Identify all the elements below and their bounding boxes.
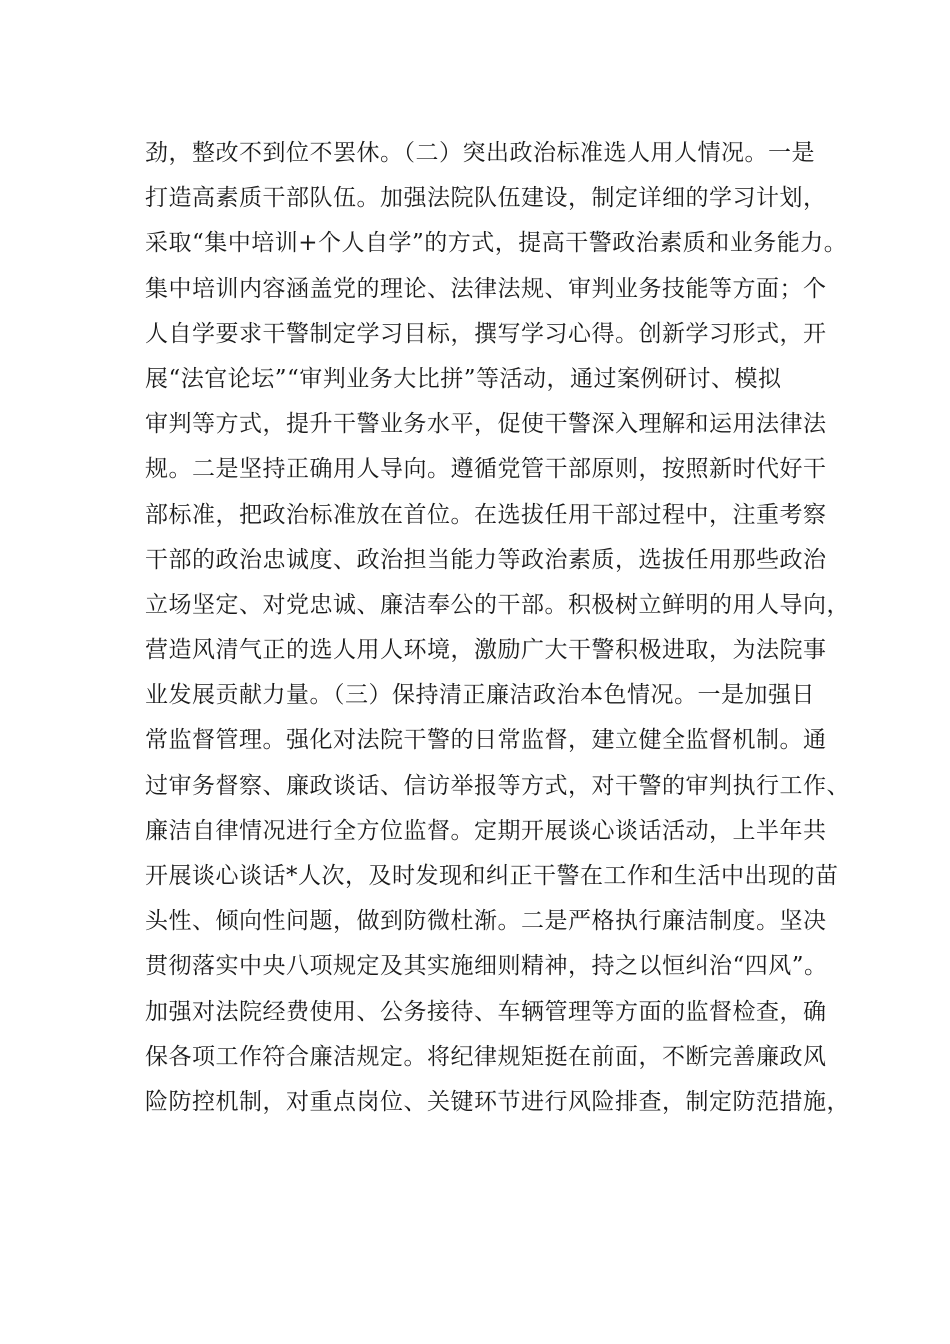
text-line: 常监督管理。强化对法院干警的日常监督，建立健全监督机制。通 (145, 727, 827, 754)
text-line: 展“法官论坛”“审判业务大比拼”等活动，通过案例研讨、模拟 (145, 365, 782, 392)
text-line: 业发展贡献力量。（三）保持清正廉洁政治本色情况。一是加强日 (145, 682, 815, 709)
text-line: 保各项工作符合廉洁规定。将纪律规矩挺在前面，不断完善廉政风 (145, 1043, 827, 1070)
text-line: 立场坚定、对党忠诚、廉洁奉公的干部。积极树立鲜明的用人导向， (145, 591, 850, 618)
text-line: 打造高素质干部队伍。加强法院队伍建设，制定详细的学习计划， (145, 185, 827, 212)
text-line: 干部的政治忠诚度、政治担当能力等政治素质，选拔任用那些政治 (145, 546, 827, 573)
text-line: 营造风清气正的选人用人环境，激励广大干警积极进取，为法院事 (145, 637, 827, 664)
text-line: 头性、倾向性问题，做到防微杜渐。二是严格执行廉洁制度。坚决 (145, 908, 827, 935)
body-text (145, 133, 850, 1127)
text-line: 集中培训内容涵盖党的理论、法律法规、审判业务技能等方面；个 (145, 275, 827, 302)
text-line: 人自学要求干警制定学习目标，撰写学习心得。创新学习形式，开 (145, 320, 827, 347)
text-line: 审判等方式，提升干警业务水平，促使干警深入理解和运用法律法 (145, 411, 827, 438)
text-line: 开展谈心谈话*人次，及时发现和纠正干警在工作和生活中出现的苗 (145, 863, 839, 889)
text-line: 采取“集中培训+个人自学”的方式，提高干警政治素质和业务能力。 (145, 230, 848, 257)
text-line: 廉洁自律情况进行全方位监督。定期开展谈心谈话活动，上半年共 (145, 817, 827, 844)
text-line: 过审务督察、廉政谈话、信访举报等方式，对干警的审判执行工作、 (145, 772, 850, 799)
text-line: 劲，整改不到位不罢休。（二）突出政治标准选人用人情况。一是 (145, 140, 815, 166)
text-line: 部标准，把政治标准放在首位。在选拔任用干部过程中，注重考察 (145, 501, 827, 528)
text-line: 贯彻落实中央八项规定及其实施细则精神，持之以恒纠治“四风”。 (145, 953, 828, 980)
text-line: 规。二是坚持正确用人导向。遵循党管干部原则，按照新时代好干 (145, 456, 827, 483)
text-line: 加强对法院经费使用、公务接待、车辆管理等方面的监督检查，确 (145, 998, 827, 1025)
text-line: 险防控机制，对重点岗位、关键环节进行风险排查，制定防范措施， (145, 1088, 850, 1115)
